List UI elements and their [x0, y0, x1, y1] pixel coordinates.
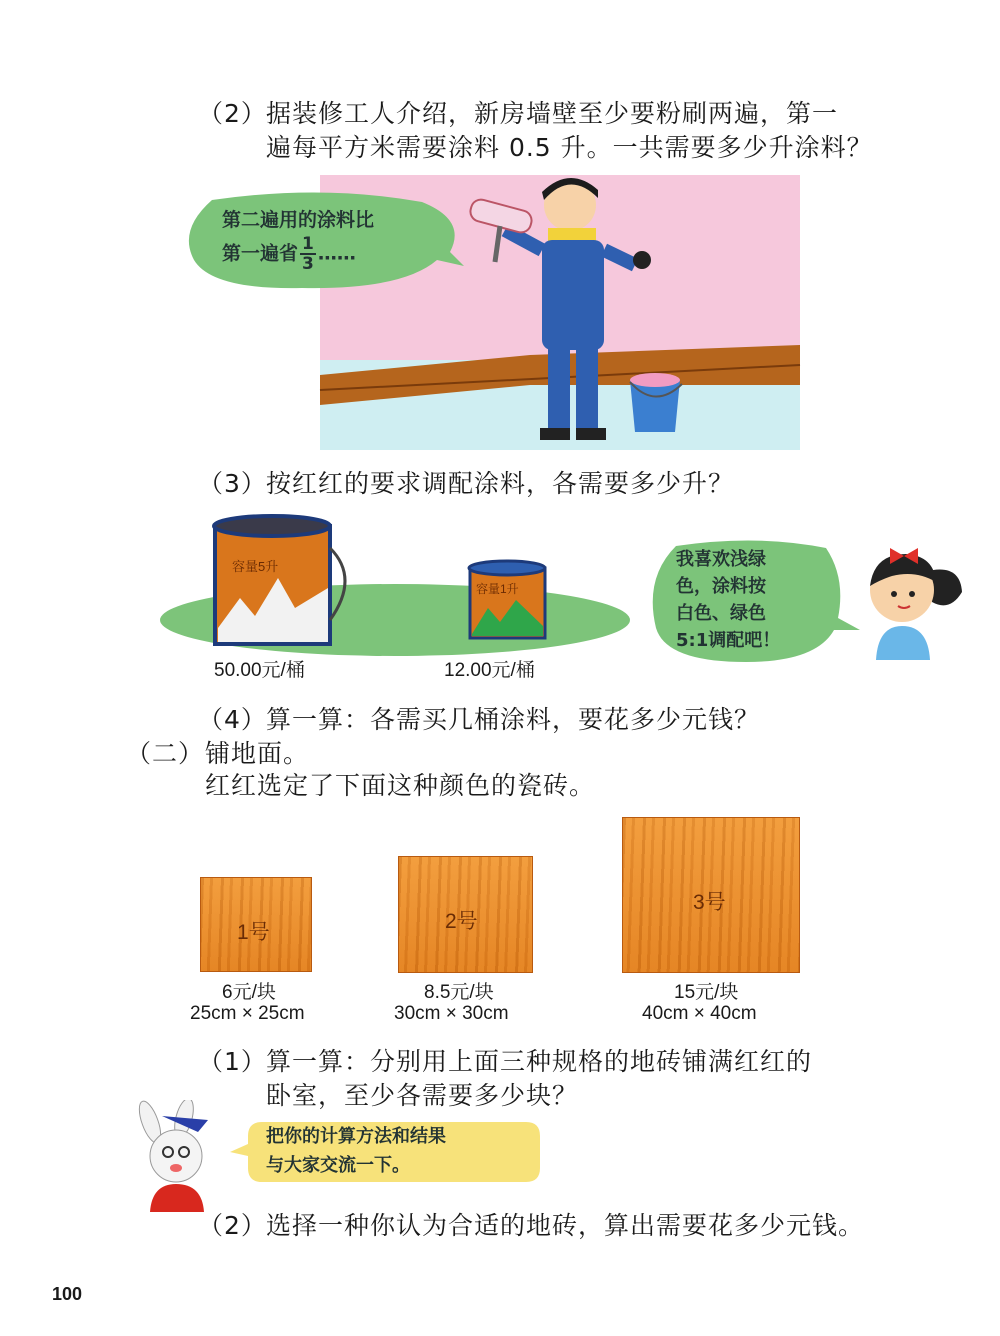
painter-bubble-text	[222, 205, 452, 273]
girl-character	[862, 542, 972, 662]
small-can-label: 容量1升	[476, 582, 519, 596]
section2-title: 铺地面。	[205, 739, 310, 768]
girl-bubble-line3: 白色、绿色	[676, 603, 766, 624]
q3-number: （3）	[198, 469, 267, 498]
s2q1-line2: 卧室，至少各需要多少块？	[266, 1081, 579, 1110]
q4-text: 算一算：各需买几桶涂料，要花多少元钱？	[266, 705, 761, 734]
tile-2	[398, 856, 533, 973]
section2-number: （二）	[126, 739, 205, 768]
big-can-price: 50.00元/桶	[214, 660, 305, 681]
one-third-fraction	[300, 235, 316, 273]
small-can-price: 12.00元/桶	[444, 660, 535, 681]
tile-2-size: 30cm × 30cm	[394, 1003, 509, 1024]
tile-2-price: 8.5元/块	[424, 982, 494, 1003]
section2-intro: 红红选定了下面这种颜色的瓷砖。	[205, 771, 596, 800]
girl-bubble-line1: 我喜欢浅绿	[676, 549, 766, 570]
girl-bubble-line2: 色，涂料按	[676, 576, 766, 597]
tile-1-size: 25cm × 25cm	[190, 1003, 305, 1024]
painter-bubble-line2-suffix: ……	[317, 242, 356, 265]
q2-line2: 遍每平方米需要涂料 0.5 升。一共需要多少升涂料？	[266, 133, 873, 162]
s2q2-number: （2）	[198, 1211, 267, 1240]
rabbit-bubble-line2: 与大家交流一下。	[266, 1155, 410, 1176]
paint-cans-illustration	[160, 508, 640, 658]
fraction-denominator: 3	[302, 254, 314, 274]
girl-bubble-line4: 5:1调配吧！	[676, 630, 781, 651]
tile-1-label: 1号	[237, 921, 270, 944]
big-can-label: 容量5升	[232, 559, 279, 574]
s2q1-number: （1）	[198, 1047, 267, 1076]
painter-bubble-line2-prefix: 第一遍省	[222, 242, 299, 265]
rabbit-bubble-text	[266, 1122, 446, 1180]
tile-1	[200, 877, 312, 972]
tile-1-price: 6元/块	[222, 982, 276, 1003]
girl-bubble-text	[676, 546, 780, 654]
tile-3-label: 3号	[693, 891, 726, 914]
rabbit-bubble-line1: 把你的计算方法和结果	[266, 1126, 446, 1147]
tile-3-price: 15元/块	[674, 982, 739, 1003]
s2q1-line1: 算一算：分别用上面三种规格的地砖铺满红红的	[266, 1047, 813, 1076]
q4-number: （4）	[198, 705, 267, 734]
s2q2-text: 选择一种你认为合适的地砖，算出需要花多少元钱。	[266, 1211, 865, 1240]
q3-text: 按红红的要求调配涂料，各需要多少升？	[266, 469, 735, 498]
tile-3	[622, 817, 800, 973]
painter-bubble-line1: 第二遍用的涂料比	[222, 209, 375, 231]
page-number: 100	[52, 1284, 83, 1304]
q2-number: （2）	[198, 99, 267, 128]
tile-3-size: 40cm × 40cm	[642, 1003, 757, 1024]
tile-2-label: 2号	[445, 910, 478, 933]
q2-line1: 据装修工人介绍，新房墙壁至少要粉刷两遍，第一	[266, 99, 839, 128]
painter-bubble-line2	[222, 235, 452, 273]
rabbit-character	[126, 1100, 236, 1215]
fraction-numerator: 1	[302, 234, 314, 254]
